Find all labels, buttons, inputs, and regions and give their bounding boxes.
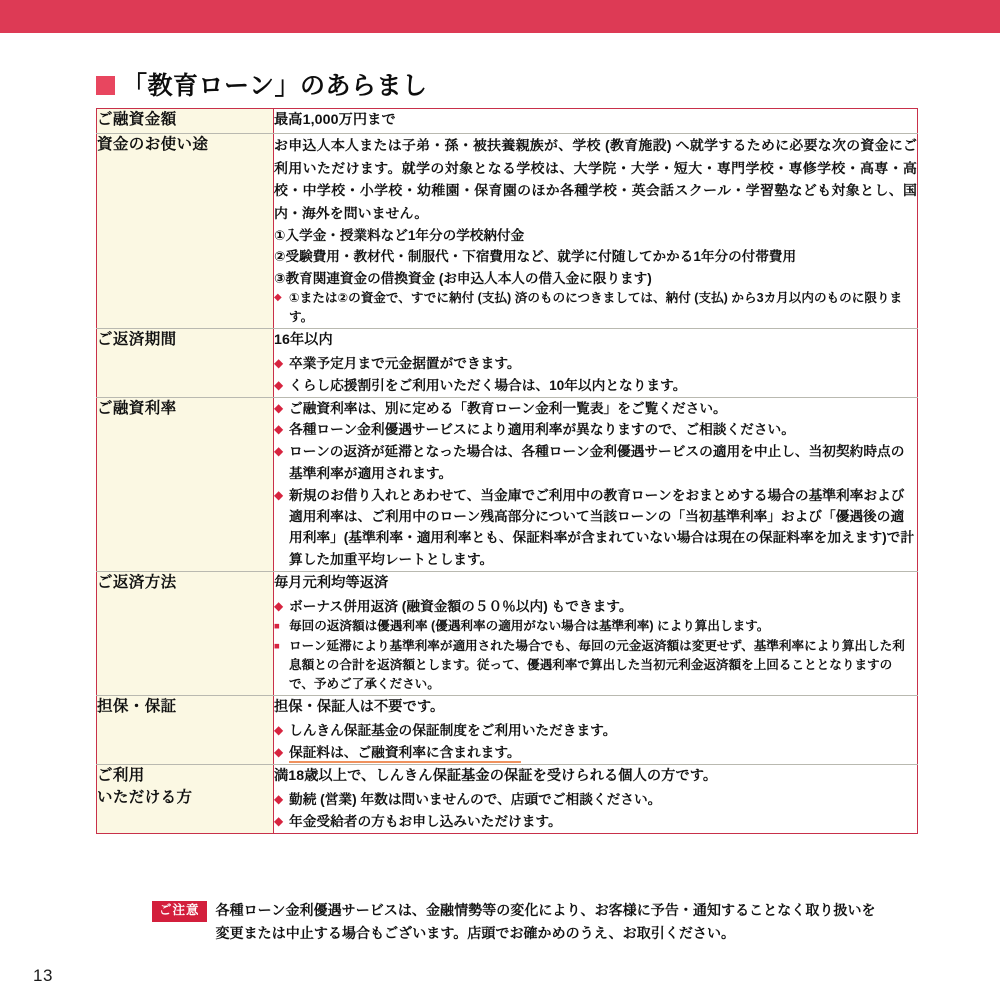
row-body-3 <box>274 397 918 571</box>
row-lead-text: 担保・保証人は不要です。 <box>274 699 445 715</box>
caution-text <box>216 899 876 944</box>
row-body-5 <box>274 696 918 765</box>
caution-line: 各種ローン金利優遇サービスは、金融情勢等の変化により、お客様に予告・通知することなく取り扱いを <box>215 902 876 918</box>
row-label-line: ご融資利率 <box>97 399 177 417</box>
row-label-3 <box>97 397 274 571</box>
table-row <box>97 764 918 833</box>
row-label-1 <box>97 134 274 329</box>
loan-overview-table <box>96 108 918 834</box>
row-body-4 <box>274 571 918 695</box>
row-numbered-item: ③教育関連資金の借換資金 (お申込人本人の借入金に限ります) <box>274 270 652 286</box>
table-row <box>97 134 918 329</box>
row-lead-text: 16年以内 <box>274 331 333 348</box>
row-label-2 <box>97 328 274 397</box>
row-body-1 <box>274 134 918 329</box>
row-bullet-list <box>274 353 917 396</box>
page-sheet <box>0 33 1000 986</box>
row-bullet-list <box>274 289 917 327</box>
table-row <box>97 696 918 765</box>
page-title <box>96 66 428 102</box>
row-bullet-list <box>274 789 917 832</box>
table-row <box>97 571 918 695</box>
bullet-item-square: ■ 毎回の返済額は優遇利率 (優遇利率の適用がない場合は基準利率) により算出します。 <box>274 617 917 636</box>
row-bullet-list <box>274 720 917 763</box>
row-body-2 <box>274 328 918 397</box>
caution-line: 変更または中止する場合もございます。店頭でお確かめのうえ、お取引ください。 <box>215 924 736 941</box>
row-lead-text: 満18歳以上で、しんきん保証基金の保証を受けられる個人の方です。 <box>274 767 718 784</box>
bullet-item-diamond: ◆ 新規のお借り入れとあわせて、当金庫でご利用中の教育ローンをおまとめする場合の基準利率および適用利率は、ご利用中のローン残高部分について当該ローンの「当初基準利率」および「優遇後の適用利率」(基準利率・適用利率とも、保証料率が含まれていない場合は現在の保証料率を加えます)で計算した加重平均レートとします。 <box>274 485 917 571</box>
row-label-line: ご融資金額 <box>97 111 177 128</box>
highlighted-text: 保証料は、ご融資利率に含まれます。 <box>289 745 521 763</box>
row-lead-text: 最高1,000万円まで <box>274 112 396 128</box>
top-red-banner <box>0 0 1000 33</box>
red-square-marker-icon <box>96 76 115 95</box>
bullet-item-diamond: ◆ しんきん保証基金の保証制度をご利用いただきます。 <box>274 720 917 741</box>
row-label-line: ご利用 <box>97 766 145 784</box>
row-label-line: 資金のお使い途 <box>97 136 209 153</box>
row-label-5 <box>97 696 274 765</box>
table-row <box>97 397 918 571</box>
row-label-6 <box>97 764 274 833</box>
table-row <box>97 109 918 134</box>
page-number: 13 <box>33 966 53 985</box>
row-label-line: ご返済期間 <box>97 330 177 348</box>
page-title-text: 「教育ローン」のあらまし <box>122 72 428 100</box>
caution-note <box>152 899 942 944</box>
bullet-item-diamond: ◆ ローンの返済が延滞となった場合は、各種ローン金利優遇サービスの適用を中止し、当初契約時点の基準利率が適用されます。 <box>274 441 917 484</box>
row-lead-text: 毎月元利均等返済 <box>274 574 389 591</box>
loan-table-body <box>97 109 918 834</box>
caution-badge: ご注意 <box>152 901 207 922</box>
row-numbered-item: ②受験費用・教材代・制服代・下宿費用など、就学に付随してかかる1年分の付帯費用 <box>274 249 797 265</box>
row-label-line: ご返済方法 <box>97 573 177 591</box>
row-paragraph: お申込人本人または子弟・孫・被扶養親族が、学校 (教育施設) へ就学するために必要な次の資金にご利用いただけます。就学の対象となる学校は、大学院・大学・短大・専門学校・専修学校・高専・高校・中学校・小学校・幼稚園・保育園のほか各種学校・英会話スクール・学習塾なども対象とし、国内・海外を問いません。 <box>274 137 917 221</box>
row-label-0 <box>97 109 274 134</box>
row-label-4 <box>97 571 274 695</box>
bullet-item-diamond: ◆ ①または②の資金で、すでに納付 (支払) 済のものにつきましては、納付 (支払) から3カ月以内のものに限ります。 <box>274 289 917 327</box>
bullet-item-diamond: ◆ ご融資利率は、別に定める「教育ローン金利一覧表」をご覧ください。 <box>274 398 917 419</box>
row-body-6 <box>274 764 918 833</box>
bullet-item-diamond: ◆ くらし応援割引をご利用いただく場合は、10年以内となります。 <box>274 375 917 396</box>
row-bullet-list <box>274 398 917 571</box>
row-body-0 <box>274 109 918 134</box>
bullet-item-diamond: ◆ 年金受給者の方もお申し込みいただけます。 <box>274 811 917 832</box>
table-row <box>97 328 918 397</box>
row-label-line: いただける方 <box>97 789 193 807</box>
bullet-item-diamond: ◆ ボーナス併用返済 (融資金額の５０％以内) もできます。 <box>274 596 917 617</box>
row-numbered-item: ①入学金・授業料など1年分の学校納付金 <box>274 227 525 243</box>
row-label-line: 担保・保証 <box>97 698 177 715</box>
bullet-item-diamond: ◆ 勤続 (営業) 年数は問いませんので、店頭でご相談ください。 <box>274 789 917 810</box>
bullet-item-diamond: ◆ 各種ローン金利優遇サービスにより適用利率が異なりますので、ご相談ください。 <box>274 419 917 440</box>
bullet-item-diamond <box>274 742 917 763</box>
bullet-item-diamond: ◆ 卒業予定月まで元金据置ができます。 <box>274 353 917 374</box>
bullet-item-square: ■ ローン延滞により基準利率が適用された場合でも、毎回の元金返済額は変更せず、基準利率により算出した利息額との合計を返済額とします。従って、優遇利率で算出した当初元利金返済額を上回ることとなりますので、予めご了承ください。 <box>274 637 917 694</box>
row-bullet-list <box>274 596 917 695</box>
